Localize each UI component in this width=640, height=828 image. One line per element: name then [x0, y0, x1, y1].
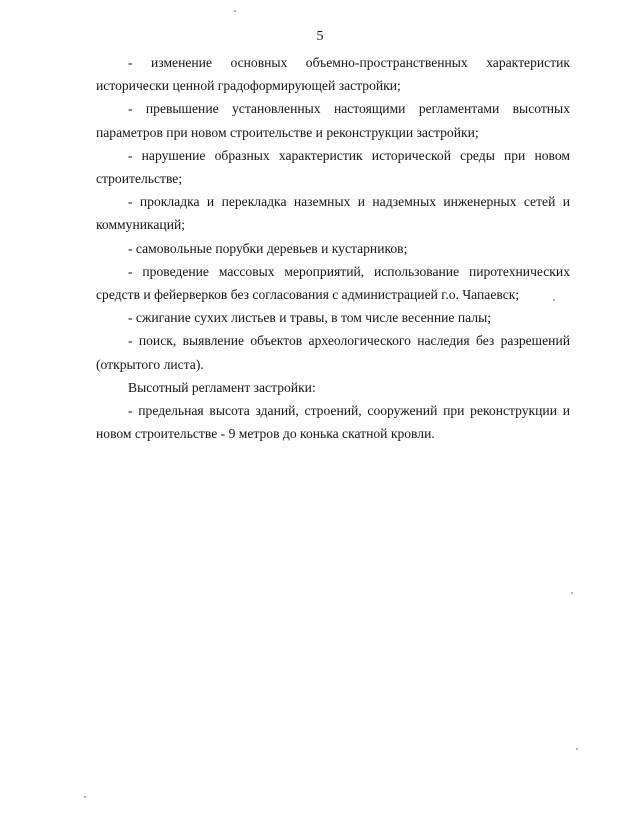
paragraph-8: - поиск, выявление объектов археологического наследия без разрешений (открытого листа). — [96, 333, 570, 372]
paragraph-6: - проведение массовых мероприятий, использование пиротехнических средств и фейерверков без согласования с администрацией г.о. Чапаевск; — [96, 263, 570, 303]
scan-speck — [576, 748, 578, 750]
paragraph-7: - сжигание сухих листьев и травы, в том числе весенние палы; — [128, 310, 491, 326]
scan-speck — [234, 10, 236, 12]
document-body — [96, 51, 570, 445]
paragraph-10: - предельная высота зданий, строений, сооружений при реконструкции и новом строительстве - 9 метров до конька скатной кровли. — [96, 403, 570, 442]
scan-speck — [84, 796, 86, 798]
paragraph-4: - прокладка и перекладка наземных и надземных инженерных сетей и коммуникаций; — [96, 194, 570, 233]
scan-speck — [553, 299, 555, 301]
paragraph-3: - нарушение образных характеристик исторической среды при новом строительстве; — [96, 147, 570, 187]
paragraph-5: - самовольные порубки деревьев и кустарников; — [128, 240, 408, 256]
scan-speck — [571, 592, 573, 594]
paragraph-9: Высотный регламент застройки: — [128, 379, 316, 395]
page-number: 5 — [316, 29, 324, 44]
paragraph-2: - превышение установленных настоящими регламентами высотных параметров при новом строительстве и реконструкции застройки; — [96, 101, 570, 140]
paragraph-1: - изменение основных объемно-пространственных характеристик исторически ценной градоформирующей застройки; — [96, 55, 570, 94]
